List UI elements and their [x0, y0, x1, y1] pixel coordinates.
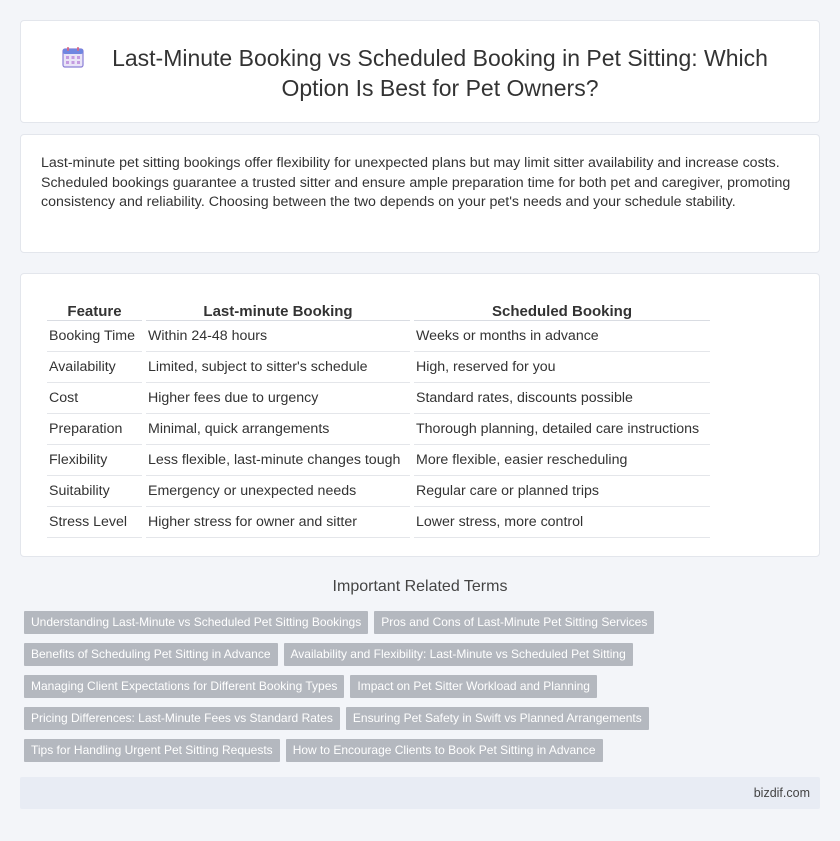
- table-row: [47, 321, 710, 352]
- comparison-table-card: [20, 273, 820, 557]
- footer: [20, 777, 820, 809]
- row-feature: Booking Time: [47, 321, 142, 352]
- row-feature: Suitability: [47, 476, 142, 507]
- row-last-minute: Limited, subject to sitter's schedule: [146, 352, 410, 383]
- table-row: [47, 383, 710, 414]
- header-scheduled: Scheduled Booking: [414, 296, 710, 321]
- row-scheduled: Lower stress, more control: [414, 507, 710, 538]
- related-term-tag[interactable]: Pricing Differences: Last-Minute Fees vs Standard Rates: [24, 707, 340, 730]
- tag-row: [24, 675, 724, 707]
- row-scheduled: Thorough planning, detailed care instructions: [414, 414, 710, 445]
- row-last-minute: Higher fees due to urgency: [146, 383, 410, 414]
- tag-row: [24, 739, 724, 771]
- page-title: Last-Minute Booking vs Scheduled Booking in Pet Sitting: Which Option Is Best for Pet Owners?: [112, 45, 768, 101]
- row-last-minute: Higher stress for owner and sitter: [146, 507, 410, 538]
- comparison-table: [43, 296, 714, 538]
- related-term-tag[interactable]: Impact on Pet Sitter Workload and Planning: [350, 675, 597, 698]
- related-term-tag[interactable]: Ensuring Pet Safety in Swift vs Planned Arrangements: [346, 707, 649, 730]
- table-row: [47, 476, 710, 507]
- related-term-tag[interactable]: Understanding Last-Minute vs Scheduled Pet Sitting Bookings: [24, 611, 368, 634]
- related-terms-tags: [24, 611, 724, 771]
- tag-row: [24, 707, 724, 739]
- header-feature: Feature: [47, 296, 142, 321]
- row-feature: Availability: [47, 352, 142, 383]
- row-last-minute: Emergency or unexpected needs: [146, 476, 410, 507]
- row-scheduled: Weeks or months in advance: [414, 321, 710, 352]
- row-scheduled: Regular care or planned trips: [414, 476, 710, 507]
- table-header-row: [47, 296, 710, 321]
- related-term-tag[interactable]: Managing Client Expectations for Different Booking Types: [24, 675, 344, 698]
- table-row: [47, 414, 710, 445]
- title-card: [20, 20, 820, 123]
- table-row: [47, 445, 710, 476]
- row-last-minute: Within 24-48 hours: [146, 321, 410, 352]
- related-terms-heading: Important Related Terms: [332, 578, 508, 595]
- related-term-tag[interactable]: Benefits of Scheduling Pet Sitting in Advance: [24, 643, 278, 666]
- row-feature: Cost: [47, 383, 142, 414]
- row-scheduled: High, reserved for you: [414, 352, 710, 383]
- row-scheduled: More flexible, easier rescheduling: [414, 445, 710, 476]
- table-row: [47, 352, 710, 383]
- intro-card: [20, 134, 820, 253]
- row-feature: Flexibility: [47, 445, 142, 476]
- row-scheduled: Standard rates, discounts possible: [414, 383, 710, 414]
- related-term-tag[interactable]: How to Encourage Clients to Book Pet Sitting in Advance: [286, 739, 603, 762]
- table-row: [47, 507, 710, 538]
- related-term-tag[interactable]: Pros and Cons of Last-Minute Pet Sitting Services: [374, 611, 654, 634]
- related-term-tag[interactable]: Availability and Flexibility: Last-Minute vs Scheduled Pet Sitting: [284, 643, 633, 666]
- related-term-tag[interactable]: Tips for Handling Urgent Pet Sitting Requests: [24, 739, 280, 762]
- footer-site-link[interactable]: bizdif.com: [753, 786, 810, 800]
- tag-row: [24, 611, 724, 643]
- intro-paragraph: Last-minute pet sitting bookings offer flexibility for unexpected plans but may limit sitter availability and increase costs. Scheduled bookings guarantee a trusted sitter and ensure ample preparation time for both pet and caregiver, promoting consistency and reliability. Choosing between the two depends on your pet's needs and your schedule stability.: [41, 155, 791, 211]
- row-feature: Stress Level: [47, 507, 142, 538]
- row-last-minute: Less flexible, last-minute changes tough: [146, 445, 410, 476]
- row-feature: Preparation: [47, 414, 142, 445]
- row-last-minute: Minimal, quick arrangements: [146, 414, 410, 445]
- header-last-minute: Last-minute Booking: [146, 296, 410, 321]
- tag-row: [24, 643, 724, 675]
